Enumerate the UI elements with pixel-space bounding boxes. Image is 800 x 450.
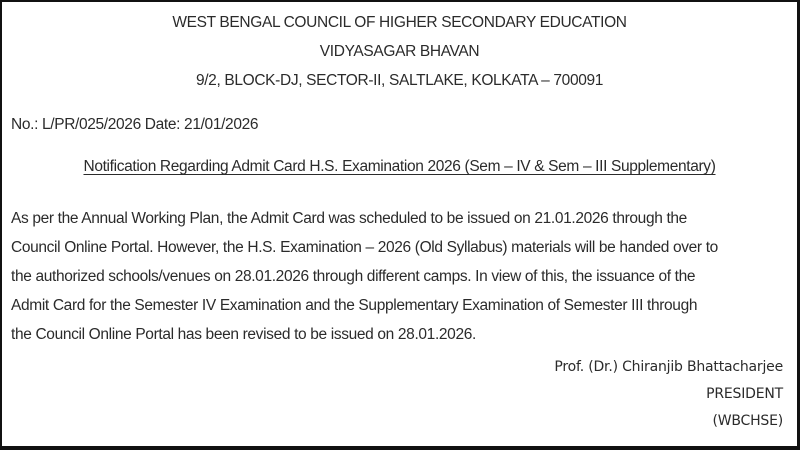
notice-body bbox=[11, 204, 791, 349]
body-line: As per the Annual Working Plan, the Admit Card was scheduled to be issued on 21.01.2026 through the bbox=[11, 210, 687, 227]
signatory-designation: PRESIDENT bbox=[706, 386, 783, 402]
body-line: Council Online Portal. However, the H.S. Examination – 2026 (Old Syllabus) materials will be handed over to bbox=[11, 239, 718, 256]
notice-title-text: Notification Regarding Admit Card H.S. Examination 2026 (Sem – IV & Sem – III Supplementary) bbox=[83, 158, 716, 175]
signatory-name: Prof. (Dr.) Chiranjib Bhattacharjee bbox=[554, 359, 783, 375]
body-line: Admit Card for the Semester IV Examination and the Supplementary Examination of Semester III through bbox=[11, 297, 698, 314]
signature-block bbox=[554, 354, 783, 435]
reference-number-date: No.: L/PR/025/2026 Date: 21/01/2026 bbox=[11, 116, 259, 133]
body-line: the Council Online Portal has been revised to be issued on 28.01.2026. bbox=[11, 326, 476, 343]
notice-title bbox=[2, 158, 797, 176]
body-line: the authorized schools/venues on 28.01.2026 through different camps. In view of this, the issuance of the bbox=[11, 268, 696, 285]
address-line: 9/2, BLOCK-DJ, SECTOR-II, SALTLAKE, KOLKATA – 700091 bbox=[195, 72, 604, 89]
notice-document bbox=[2, 2, 797, 446]
organization-name: WEST BENGAL COUNCIL OF HIGHER SECONDARY EDUCATION bbox=[172, 14, 627, 31]
building-name: VIDYASAGAR BHAVAN bbox=[319, 43, 480, 60]
signatory-organization: (WBCHSE) bbox=[712, 413, 783, 429]
